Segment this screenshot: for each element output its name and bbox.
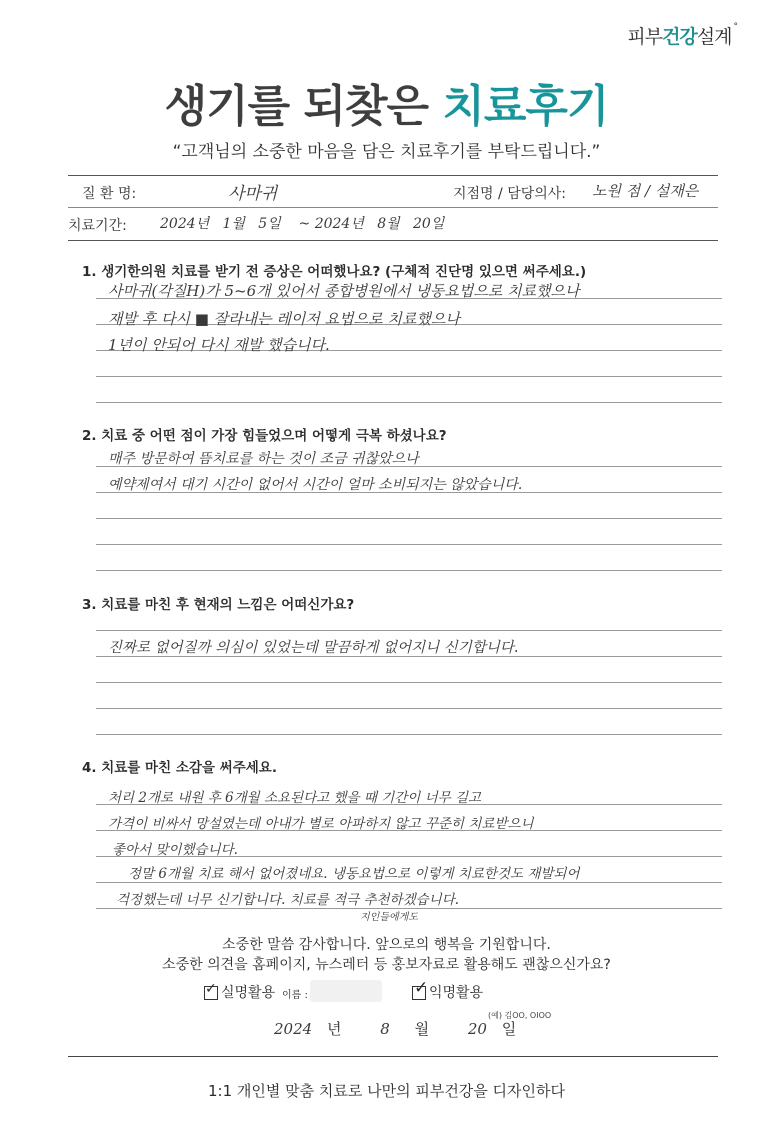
question-1: 1. 생기한의원 치료를 받기 전 증상은 어떠했나요? (구체적 진단명 있으면 써주세요.) (82, 264, 587, 280)
q1-answer-line-3: 1년이 안되어 다시 재발 했습니다. (108, 336, 330, 354)
brand-post: 설계 (696, 26, 732, 48)
answer-line (96, 708, 722, 709)
page-title (0, 70, 773, 134)
q4-answer-line-3: 좋아서 맞이했습니다. (112, 842, 238, 858)
meta-box (68, 175, 718, 241)
date-year: 2024 (274, 1020, 313, 1038)
q3-answer-line-1: 진짜로 없어질까 의심이 있었는데 말끔하게 없어지니 신기합니다. (108, 640, 519, 656)
answer-line (96, 682, 722, 683)
q2-answer-line-2: 예약제여서 대기 시간이 없어서 시간이 얼마 소비되지는 않았습니다. (108, 477, 523, 493)
q4-answer-line-5: 걱정했는데 너무 신기합니다. 치료를 적극 추천하겠습니다. (116, 892, 460, 908)
answer-line (96, 544, 722, 545)
q1-answer-line-2: 재발 후 다시 ■ 잘라내는 레이저 요법으로 치료했으나 (108, 310, 460, 328)
checkbox-named[interactable] (204, 981, 218, 1000)
closing-question: 소중한 의견을 홈페이지, 뉴스레터 등 홍보자료로 활용해도 괜찮으신가요? (162, 957, 611, 973)
period-label: 치료기간: (68, 218, 127, 234)
disease-label: 질 환 명: (82, 186, 137, 202)
brand-pre: 피부 (627, 26, 663, 48)
name-label: 이름 : (282, 990, 308, 1001)
brand-mid: 건강 (662, 26, 697, 48)
q4-insert-note: 지인들에게도 (360, 912, 418, 923)
q2-answer-line-1: 매주 방문하여 뜸치료를 하는 것이 조금 귀찮았으나 (108, 451, 419, 467)
answer-line (96, 630, 722, 631)
brand-mark: ° (733, 22, 737, 32)
date-year-unit: 년 (326, 1020, 342, 1038)
name-example: (예) 김OO, OIOO (488, 1011, 552, 1020)
check-mark-icon: ✓ (205, 981, 217, 997)
answer-line (96, 402, 722, 403)
checkbox-anonymous[interactable] (412, 978, 429, 1000)
option-named[interactable] (204, 982, 275, 1002)
closing-thanks: 소중한 말씀 감사합니다. 앞으로의 행복을 기원합니다. (222, 937, 551, 953)
brand-logo (627, 22, 737, 49)
period-value: 2024년 1월 5일 ~ 2024년 8월 20일 (160, 216, 445, 232)
footer-divider (68, 1056, 718, 1057)
page-subtitle: “고객님의 소중한 마음을 담은 치료후기를 부탁드립니다.” (172, 142, 601, 162)
q4-answer-line-1: 처리 2개로 내원 후 6개월 소요된다고 했을 때 기간이 너무 길고 (108, 790, 482, 806)
date-day-unit: 일 (501, 1020, 517, 1038)
date-day: 20 (467, 1020, 487, 1038)
option-named-label: 실명활용 (221, 985, 276, 1001)
name-field[interactable] (310, 980, 382, 1002)
option-anonymous[interactable] (412, 978, 484, 1002)
option-anonymous-label: 익명활용 (429, 985, 484, 1001)
question-3: 3. 치료를 마친 후 현재의 느낌은 어떠신가요? (82, 597, 355, 613)
date-month-unit: 월 (414, 1020, 430, 1038)
question-2: 2. 치료 중 어떤 점이 가장 힘들었으며 어떻게 극복 하셨나요? (82, 428, 447, 444)
answer-line (96, 882, 722, 883)
signature-date (274, 1018, 516, 1039)
answer-line (96, 734, 722, 735)
branch-value: 노원 점 / 설재은 (592, 182, 699, 200)
q1-answer-line-1: 사마귀(각질H)가 5~6개 있어서 종합병원에서 냉동요법으로 치료했으나 (108, 282, 580, 300)
q4-answer-line-2: 가격이 비싸서 망설였는데 아내가 별로 아파하지 않고 꾸준히 치료받으니 (108, 816, 534, 832)
branch-label: 지점명 / 담당의사: (453, 186, 567, 202)
meta-divider (68, 207, 718, 208)
q4-answer-line-4: 정말 6개월 치료 해서 없어졌네요. 냉동요법으로 이렇게 치료한것도 재발되어 (128, 866, 580, 882)
footer-slogan: 1:1 개인별 맞춤 치료로 나만의 피부건강을 디자인하다 (207, 1082, 566, 1100)
title-part1: 생기를 되찾은 (164, 81, 443, 132)
answer-line (96, 570, 722, 571)
check-mark-icon: ✓ (414, 978, 429, 998)
answer-line (96, 376, 722, 377)
title-part2: 치료후기 (442, 81, 609, 132)
answer-line (96, 518, 722, 519)
disease-value: 사마귀 (228, 184, 278, 204)
question-4: 4. 치료를 마친 소감을 써주세요. (82, 760, 277, 776)
date-month: 8 (380, 1020, 390, 1038)
